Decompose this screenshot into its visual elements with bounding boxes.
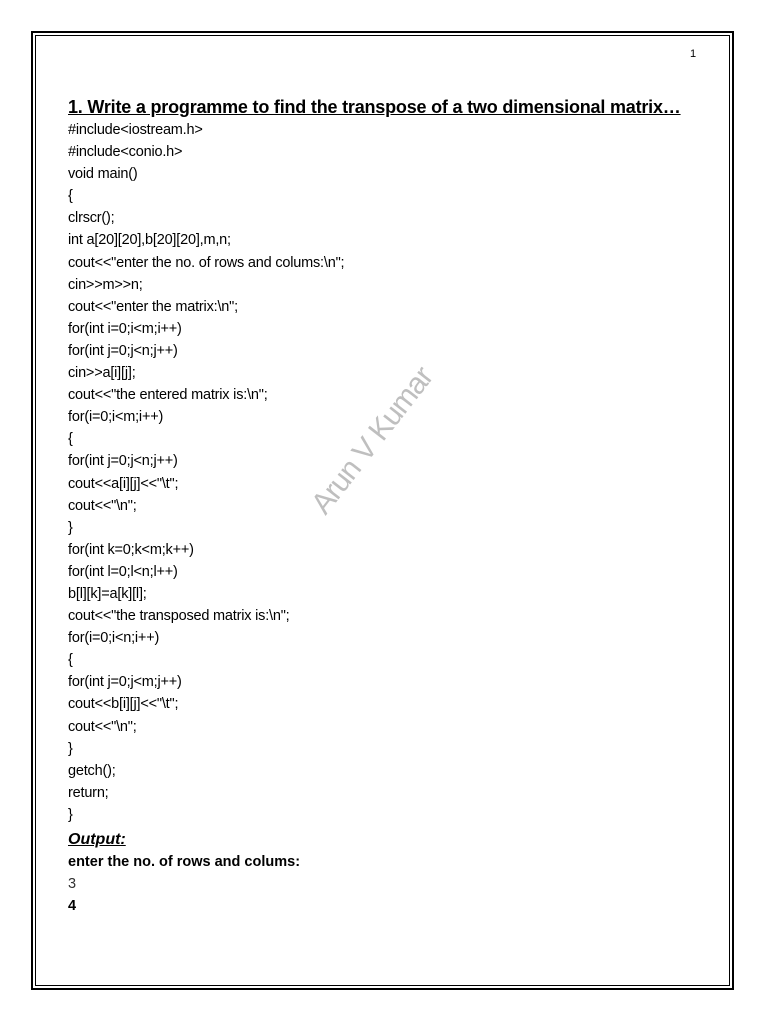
code-line: #include<iostream.h> [68,122,203,138]
code-line: b[l][k]=a[k][l]; [68,585,147,602]
code-line: { [68,188,73,205]
code-line: cin>>m>>n; [68,276,143,293]
output-section [68,829,300,917]
output-label: Output: [68,831,126,848]
code-line: cout<<"\n"; [68,718,137,735]
code-block [68,119,344,826]
code-line: cout<<b[i][j]<<"\t"; [68,696,179,713]
code-line: return; [68,784,109,801]
code-line: cout<<"the entered matrix is:\n"; [68,387,268,404]
code-line: for(int k=0;k<m;k++) [68,541,194,558]
code-line: cout<<"enter the matrix:\n"; [68,298,238,315]
code-line: #include<conio.h> [68,144,183,161]
code-line: for(int l=0;l<n;l++) [68,563,178,580]
code-line: for(i=0;i<n;i++) [68,630,160,647]
code-line: for(int j=0;j<n;j++) [68,453,178,470]
code-line: int a[20][20],b[20][20],m,n; [68,232,231,249]
code-line: clrscr(); [68,210,115,227]
code-line: { [68,431,73,448]
code-line: for(int j=0;j<n;j++) [68,342,178,359]
code-line: cout<<a[i][j]<<"\t"; [68,475,179,492]
code-line: cin>>a[i][j]; [68,365,136,382]
code-line: cout<<"the transposed matrix is:\n"; [68,608,290,625]
page-number: 1 [690,48,697,60]
code-line: } [68,519,73,536]
output-value-rows: 3 [68,876,77,893]
code-line: void main() [68,166,138,183]
code-line: cout<<"enter the no. of rows and colums:\n"; [68,254,345,271]
code-line: getch(); [68,762,116,779]
code-line: for(i=0;i<m;i++) [68,409,164,426]
code-line: cout<<"\n"; [68,497,137,514]
code-line: } [68,806,73,823]
question-heading: 1. Write a programme to find the transpose of a two dimensional matrix… [68,97,681,117]
code-line: } [68,740,73,757]
code-line: for(int i=0;i<m;i++) [68,320,182,337]
code-line: for(int j=0;j<m;j++) [68,674,182,691]
code-line: { [68,652,73,669]
author-watermark: Arun V Kumar [305,360,440,521]
output-prompt: enter the no. of rows and colums: [68,854,301,870]
output-value-cols: 4 [68,898,77,915]
